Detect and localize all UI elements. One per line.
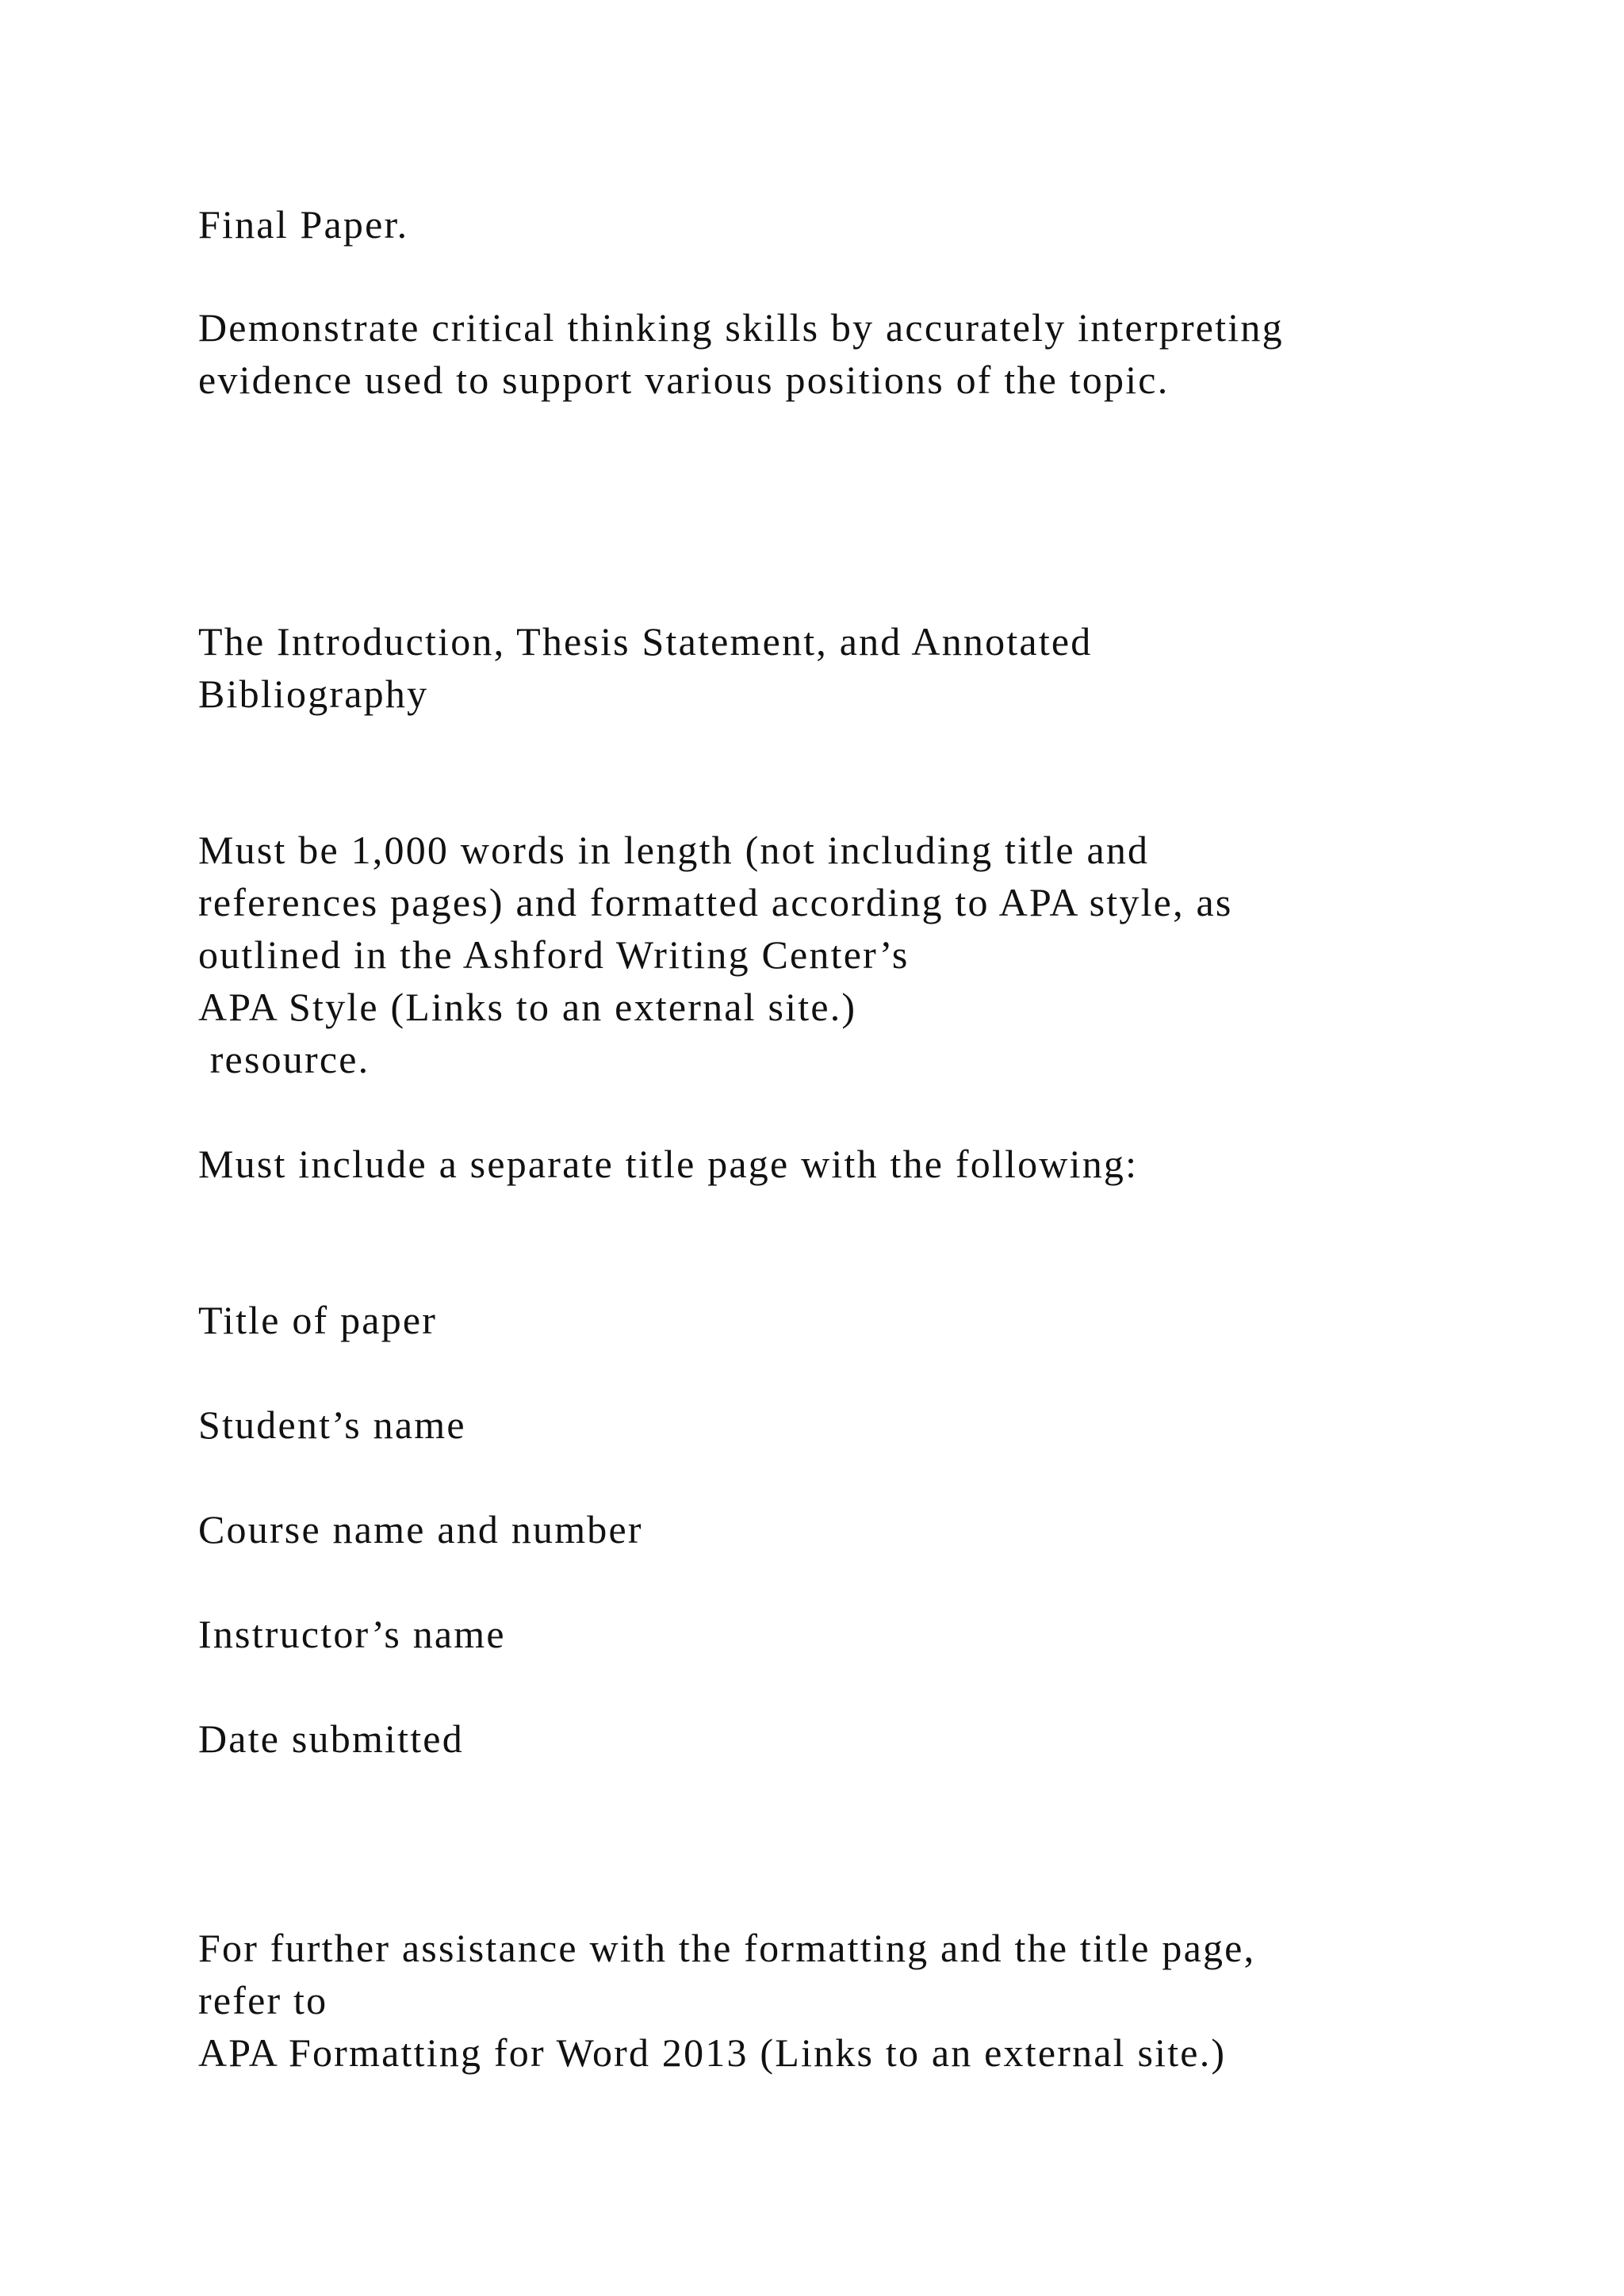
requirements-line-2: references pages) and formatted according to APA style, as bbox=[198, 880, 1233, 924]
apa-word-link[interactable]: APA Formatting for Word 2013 (Links to an external site.) bbox=[198, 2030, 1227, 2075]
section-title-line-2: Bibliography bbox=[198, 672, 429, 716]
document-heading: Final Paper. bbox=[198, 202, 409, 247]
title-page-intro: Must include a separate title page with the following: bbox=[198, 1142, 1139, 1186]
apa-style-link[interactable]: APA Style (Links to an external site.) bbox=[198, 985, 857, 1029]
assistance-line-1: For further assistance with the formatting and the title page, bbox=[198, 1926, 1256, 1970]
section-title-line-1: The Introduction, Thesis Statement, and Annotated bbox=[198, 619, 1093, 664]
objective-line-1: Demonstrate critical thinking skills by accurately interpreting bbox=[198, 305, 1284, 350]
resource-word: resource. bbox=[198, 1037, 370, 1081]
objective-line-2: evidence used to support various positions of the topic. bbox=[198, 358, 1170, 402]
title-page-item-student-name: Student’s name bbox=[198, 1402, 466, 1447]
title-page-item-title: Title of paper bbox=[198, 1298, 438, 1342]
assistance-line-2: refer to bbox=[198, 1978, 328, 2022]
requirements-line-1: Must be 1,000 words in length (not including title and bbox=[198, 828, 1150, 872]
title-page-item-instructor: Instructor’s name bbox=[198, 1612, 506, 1656]
requirements-line-3: outlined in the Ashford Writing Center’s bbox=[198, 932, 910, 977]
title-page-item-course: Course name and number bbox=[198, 1507, 643, 1552]
title-page-item-date: Date submitted bbox=[198, 1716, 464, 1761]
